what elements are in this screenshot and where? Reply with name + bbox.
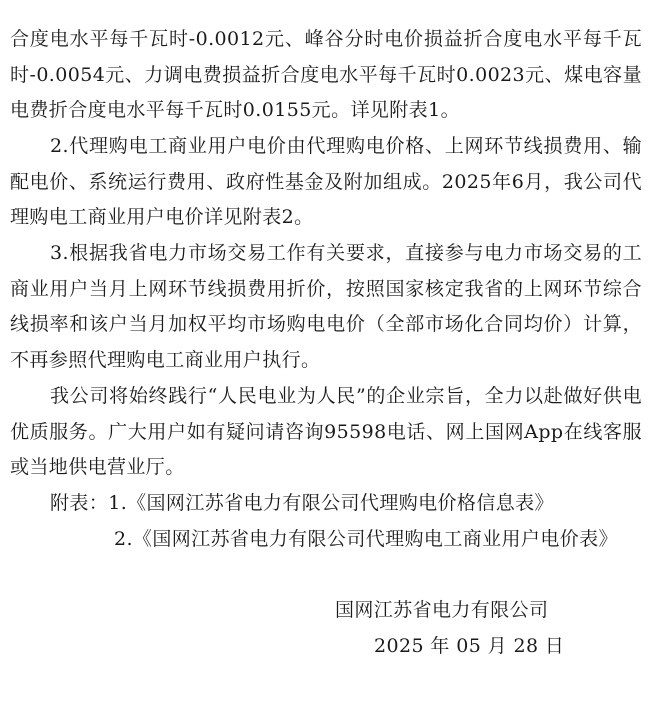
paragraph-price-breakdown: 合度电水平每千瓦时-0.0012元、峰谷分时电价损益折合度电水平每千瓦时-0.0054元、力调电费损益折合度电水平每千瓦时0.0023元、煤电容量电费折合度电水平每千瓦时0.0155元。详见附表1。 bbox=[10, 28, 642, 122]
attachment-item-1: 附表：1.《国网江苏省电力有限公司代理购电价格信息表》 bbox=[50, 492, 554, 514]
attachment-item-2: 2.《国网江苏省电力有限公司代理购电工商业用户电价表》 bbox=[114, 528, 618, 550]
signature-organization: 国网江苏省电力有限公司 bbox=[335, 599, 549, 621]
paragraph-service-statement: 我公司将始终践行“人民电业为人民”的企业宗旨，全力以赴做好供电优质服务。广大用户如有疑问请咨询95598电话、网上国网App在线客服或当地供电营业厅。 bbox=[10, 385, 642, 479]
paragraph-market-trading-rules: 3.根据我省电力市场交易工作有关要求，直接参与电力市场交易的工商业用户当月上网环节线损费用折价，按照国家核定我省的上网环节综合线损率和该户当月加权平均市场购电电价（全部市场化合同均价）计算，不再参照代理购电工商业用户执行。 bbox=[10, 242, 642, 371]
paragraph-user-price-composition: 2.代理购电工商业用户电价由代理购电价格、上网环节线损费用、输配电价、系统运行费用、政府性基金及附加组成。2025年6月，我公司代理购电工商业用户电价详见附表2。 bbox=[10, 135, 642, 229]
signature-date: 2025 年 05 月 28 日 bbox=[374, 635, 565, 657]
